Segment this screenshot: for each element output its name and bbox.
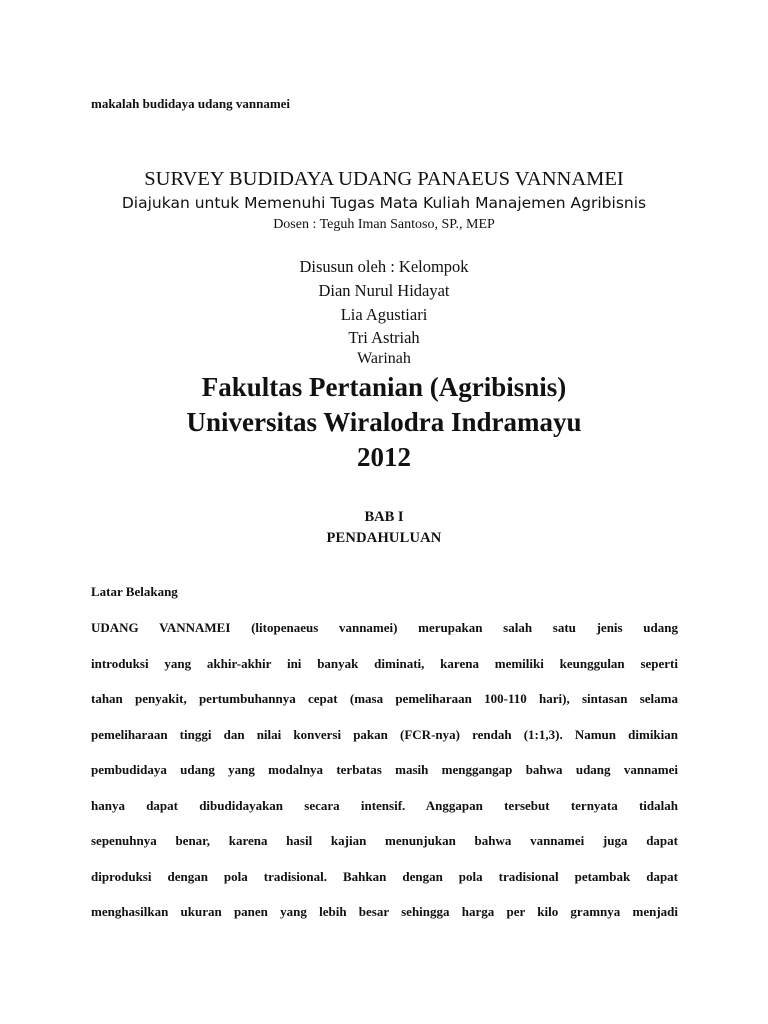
- paragraph-line: introduksi yang akhir-akhir ini banyak diminati, karena memiliki keunggulan seperti: [91, 655, 678, 671]
- author-name: Lia Agustiari: [340, 305, 428, 324]
- paragraph-line: diproduksi dengan pola tradisional. Bahkan dengan pola tradisional petambak dapat: [91, 868, 678, 884]
- authors-label: Disusun oleh : Kelompok: [299, 257, 469, 276]
- paragraph-line: tahan penyakit, pertumbuhannya cepat (masa pemeliharaan 100-110 hari), sintasan selama: [91, 691, 678, 706]
- body-paragraph: [91, 618, 678, 938]
- author-name: Warinah: [357, 350, 411, 367]
- paragraph-line: pemeliharaan tinggi dan nilai konversi pakan (FCR-nya) rendah (1:1,3). Namun dimikian: [91, 726, 678, 742]
- year-heading: 2012: [357, 442, 411, 472]
- paragraph-line: UDANG VANNAMEI (litopenaeus vannamei) merupakan salah satu jenis udang: [91, 620, 678, 635]
- cover-title: SURVEY BUDIDAYA UDANG PANAEUS VANNAMEI: [144, 168, 624, 190]
- paragraph-line: hanya dapat dibudidayakan secara intensif. Anggapan tersebut ternyata tidalah: [91, 797, 678, 813]
- chapter-number: BAB I: [364, 509, 404, 525]
- document-label: makalah budidaya udang vannamei: [91, 96, 291, 111]
- faculty-heading: Fakultas Pertanian (Agribisnis): [201, 372, 567, 402]
- paragraph-line: menghasilkan ukuran panen yang lebih besar sehingga harga per kilo gramnya menjadi: [91, 904, 678, 919]
- paragraph-line: sepenuhnya benar, karena hasil kajian menunjukan bahwa vannamei juga dapat: [91, 833, 678, 848]
- lecturer-line: Dosen : Teguh Iman Santoso, SP., MEP: [273, 217, 495, 232]
- chapter-title: PENDAHULUAN: [326, 530, 442, 546]
- author-name: Dian Nurul Hidayat: [318, 281, 450, 300]
- cover-subtitle: Diajukan untuk Memenuhi Tugas Mata Kuliah Manajemen Agribisnis: [121, 194, 647, 212]
- university-heading: Universitas Wiralodra Indramayu: [186, 407, 582, 437]
- paragraph-line: pembudidaya udang yang modalnya terbatas masih menggangap bahwa udang vannamei: [91, 762, 678, 777]
- author-name: Tri Astriah: [348, 328, 420, 347]
- section-heading: Latar Belakang: [91, 584, 178, 599]
